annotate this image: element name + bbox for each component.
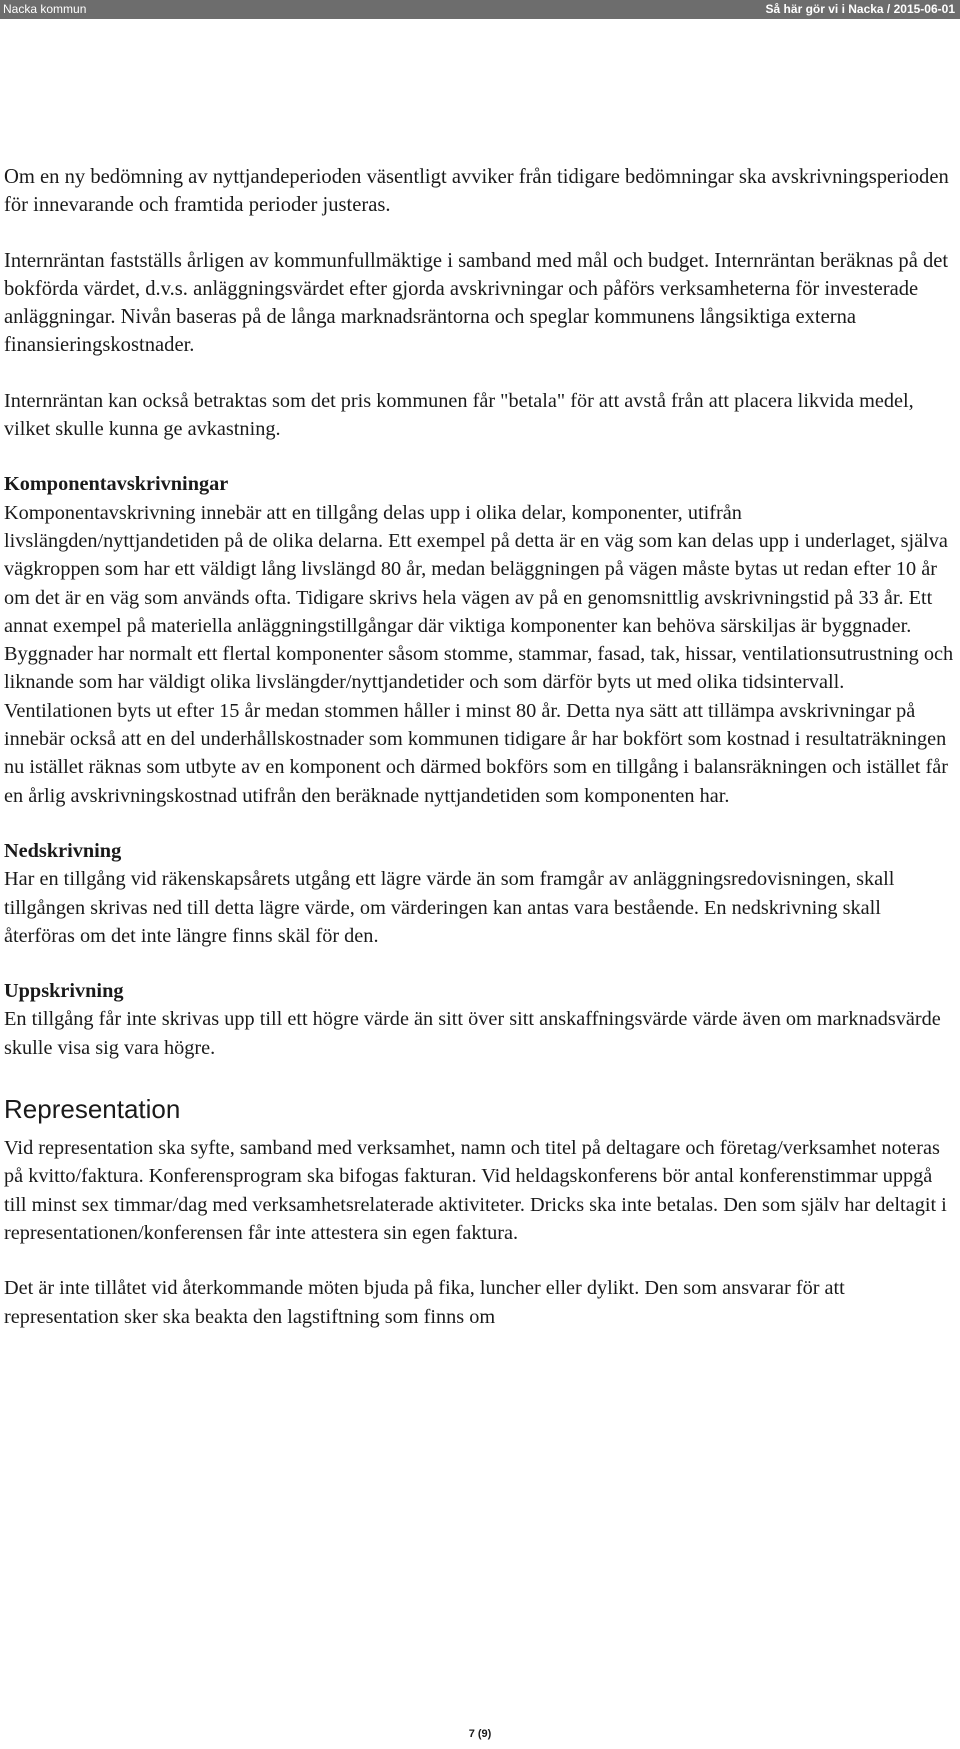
paragraph-nedskrivning: Har en tillgång vid räkenskapsårets utgång ett lägre värde än som framgår av anläggningsredovisningen, skall tillgången skrivas ned till detta lägre värde, om värderingen kan antas vara bestående. En nedskrivning skall återföras om det inte längre finns skäl för den. [4,868,895,947]
paragraph-internranta: Internräntan fastställs årligen av kommunfullmäktige i samband med mål och budget. Internräntan beräknas på det bokförda värdet, d.v.s. anläggningsvärdet efter gjorda avskrivningar och påförs verksamheterna för investerade anläggningar. Nivån baseras på de långa marknadsräntorna och speglar kommunens långsiktiga externa finansieringskostnader. [4,249,949,357]
document-body [4,163,954,1331]
heading-nedskrivning: Nedskrivning [4,839,122,862]
paragraph-representation-2: Det är inte tillåtet vid återkommande möten bjuda på fika, luncher eller dylikt. Den som ansvarar för att representation sker ska beakta den lagstiftning som finns om [4,1277,845,1328]
page-header [0,0,960,19]
heading-representation: Representation [4,1094,181,1125]
paragraph-internranta-pris: Internräntan kan också betraktas som det pris kommunen får "betala" för att avstå från att placera likvida medel, vilket skulle kunna ge avkastning. [4,389,914,441]
header-org-name: Nacka kommun [3,2,87,16]
page-number: 7 (9) [468,1728,492,1740]
heading-komponentavskrivningar: Komponentavskrivningar [4,473,229,496]
paragraph-nyttjandeperiod: Om en ny bedömning av nyttjandeperioden väsentligt avviker från tidigare bedömningar ska avskrivningsperioden för innevarande och framtida perioder justeras. [4,166,949,217]
header-doc-title: Så här gör vi i Nacka / 2015-06-01 [765,2,955,16]
paragraph-komponentavskrivningar: Komponentavskrivning innebär att en tillgång delas upp i olika delar, komponenter, utifrån livslängden/nyttjandetiden på de olika delarna. Ett exempel på detta är en väg som kan delas upp i underlaget, själva vägkroppen som har ett väldigt lång livslängd 80 år, medan beläggningen på vägen måste bytas ut redan efter 10 år om det är en väg som används ofta. Tidigare skrivs hela vägen av på en genomsnittlig avskrivningstid på 33 år. Ett annat exempel på materiella anläggningstillgångar där viktiga komponenter kan behöva särskiljas är byggnader. Byggnader har normalt ett flertal komponenter såsom stomme, stammar, fasad, tak, hissar, ventilationsutrustning och liknande som har väldigt olika livslängder/nyttjandetider och som därför byts ut med olika tidsintervall. Ventilationen byts ut efter 15 år medan stommen håller i minst 80 år. Detta nya sätt att tillämpa avskrivningar på innebär också att en del underhållskostnader som kommunen tidigare år har bokfört som kostnad i resultaträkningen nu istället räknas som utbyte av en komponent och därmed bokförs som en tillgång i balansräkningen och istället får en årlig avskrivningskostnad utifrån den beräknade nyttjandetiden som komponenten har. [4,501,954,807]
paragraph-uppskrivning: En tillgång får inte skrivas upp till ett högre värde än sitt över sitt anskaffningsvärde värde även om marknadsvärde skulle visa sig vara högre. [4,1008,941,1059]
heading-uppskrivning: Uppskrivning [4,980,124,1003]
paragraph-representation-1: Vid representation ska syfte, samband med verksamhet, namn och titel på deltagare och företag/verksamhet noteras på kvitto/faktura. Konferensprogram ska bifogas fakturan. Vid heldagskonferens bör antal konferenstimmar uppgå till minst sex timmar/dag med verksamhetsrelaterade aktiviteter. Dricks ska inte betalas. Den som själv har deltagit i representationen/konferensen får inte attestera sin egen faktura. [4,1137,947,1244]
